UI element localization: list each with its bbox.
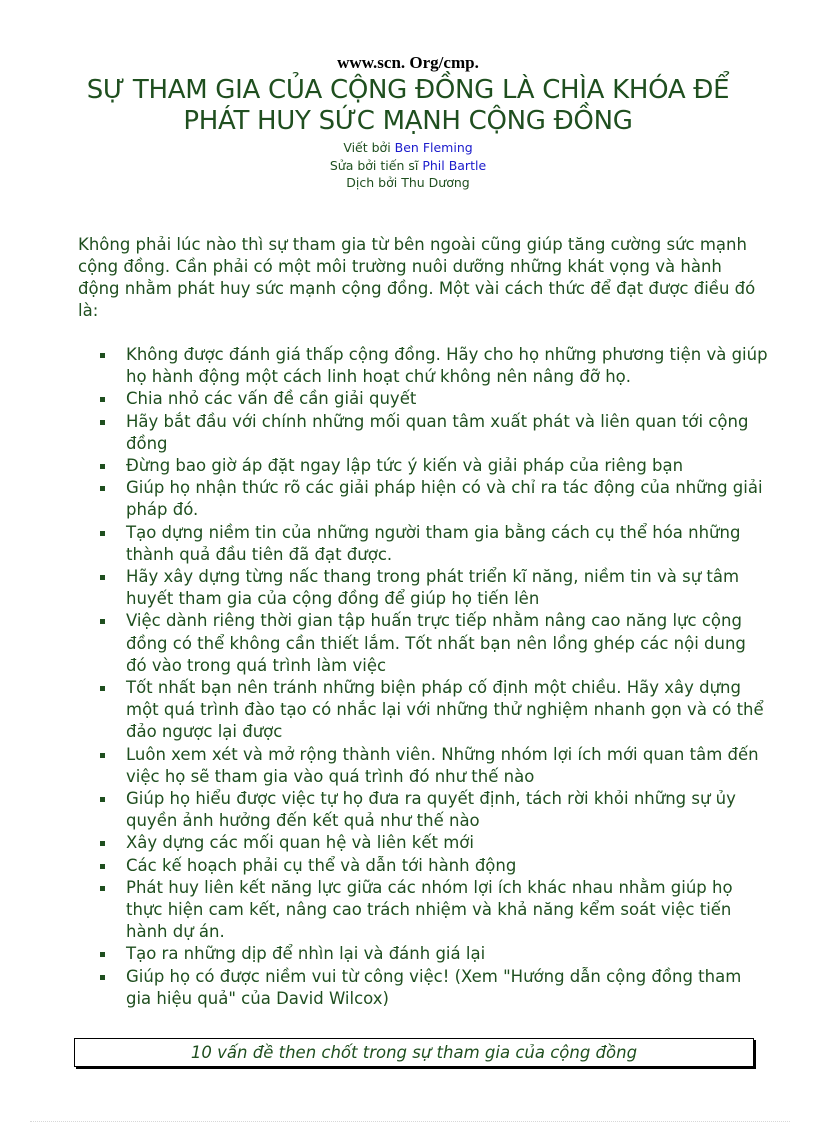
list-item-text: Tạo ra những dịp để nhìn lại và đánh giá lại xyxy=(126,944,486,964)
list-item-text: Các kế hoạch phải cụ thể và dẫn tới hành động xyxy=(126,855,517,875)
list-item-text: Giúp họ hiểu được việc tự họ đưa ra quyết định, tách rời khỏi những sự ủy quyền ảnh hưởng đến kết quả như thế nào xyxy=(126,789,736,831)
bullet-icon xyxy=(100,841,105,846)
bullet-icon xyxy=(100,753,105,758)
bullet-icon xyxy=(100,864,105,869)
list-item xyxy=(98,877,770,944)
title-line-2: PHÁT HUY SỨC MẠNH CỘNG ĐỒNG xyxy=(183,106,633,136)
bullet-icon xyxy=(100,353,105,358)
list-item-text: Tốt nhất bạn nên tránh những biện pháp cố định một chiều. Hãy xây dựng một quá trình đào tạo có nhắc lại với những thử nghiệm nhanh gọn và có thể đảo ngược lại được xyxy=(126,678,764,742)
list-item-text: Giúp họ có được niềm vui từ công việc! (Xem "Hướng dẫn cộng đồng tham gia hiệu quả" của David Wilcox) xyxy=(126,966,742,1008)
list-item-text: Đừng bao giờ áp đặt ngay lập tức ý kiến và giải pháp của riêng bạn xyxy=(126,456,684,476)
list-item-text: Không được đánh giá thấp cộng đồng. Hãy cho họ những phương tiện và giúp họ hành động một cách linh hoạt chứ không nên nâng đỡ họ. xyxy=(126,345,768,387)
list-item-text: Xây dựng các mối quan hệ và liên kết mới xyxy=(126,833,474,853)
list-item xyxy=(98,855,770,877)
list-item xyxy=(98,744,770,788)
list-item xyxy=(98,411,770,455)
author-line xyxy=(0,139,816,157)
bullet-icon xyxy=(100,952,105,957)
editor-link[interactable]: Phil Bartle xyxy=(422,157,487,173)
list-item xyxy=(98,788,770,832)
list-item xyxy=(98,566,770,610)
title-line-1: SỰ THAM GIA CỦA CỘNG ĐỒNG LÀ CHÌA KHÓA ĐỂ xyxy=(86,75,730,105)
bullet-icon xyxy=(100,486,105,491)
bullet-icon xyxy=(100,886,105,891)
author-prefix: Viết bởi xyxy=(343,140,395,155)
list-item-text: Việc dành riêng thời gian tập huấn trực tiếp nhằm nâng cao năng lực cộng đồng có thể không cần thiết lắm. Tốt nhất bạn nên lồng ghép các nội dung đó vào trong quá trình làm việc xyxy=(126,611,746,675)
bullet-list xyxy=(98,344,770,1010)
bullet-icon xyxy=(100,619,105,624)
bullet-icon xyxy=(100,575,105,580)
list-item-text: Phát huy liên kết năng lực giữa các nhóm lợi ích khác nhau nhằm giúp họ thực hiện cam kết, nâng cao trách nhiệm và khả năng kểm soát việc tiến hành dự án. xyxy=(126,877,733,942)
author-link[interactable]: Ben Fleming xyxy=(394,140,473,155)
editor-prefix: Sửa bởi tiến sĩ xyxy=(329,157,423,173)
bullet-icon xyxy=(100,464,105,469)
bullet-icon xyxy=(100,797,105,802)
list-item xyxy=(98,832,770,854)
bullet-icon xyxy=(100,975,105,980)
bullet-icon xyxy=(100,397,105,402)
bullet-icon xyxy=(100,531,105,536)
list-item-text: Tạo dựng niềm tin của những người tham gia bằng cách cụ thể hóa những thành quả đầu tiên đã đạt được. xyxy=(126,522,741,564)
list-item xyxy=(98,610,770,677)
credits xyxy=(0,139,816,192)
footer-divider xyxy=(30,1121,790,1122)
bullet-icon xyxy=(100,686,105,691)
list-item xyxy=(98,522,770,566)
bullet-icon xyxy=(100,420,105,425)
intro-paragraph: Không phải lúc nào thì sự tham gia từ bên ngoài cũng giúp tăng cường sức mạnh cộng đồng. Cần phải có một môi trường nuôi dưỡng những khát vọng và hành động nhằm phát huy sức mạnh cộng đồng. Một vài cách thức để đạt được điều đó là: xyxy=(78,235,756,320)
list-item-text: Chia nhỏ các vấn đề cần giải quyết xyxy=(126,389,417,409)
list-item-text: Hãy bắt đầu với chính những mối quan tâm xuất phát và liên quan tới cộng đồng xyxy=(126,411,749,453)
list-item xyxy=(98,943,770,965)
list-item xyxy=(98,455,770,477)
list-item-text: Giúp họ nhận thức rõ các giải pháp hiện có và chỉ ra tác động của những giải pháp đó. xyxy=(126,478,763,520)
caption-box: 10 vấn đề then chốt trong sự tham gia của cộng đồng xyxy=(74,1038,754,1067)
list-item xyxy=(98,677,770,744)
list-item-text: Hãy xây dựng từng nấc thang trong phát triển kĩ năng, niềm tin và sự tâm huyết tham gia của cộng đồng để giúp họ tiến lên xyxy=(126,567,740,609)
list-item xyxy=(98,344,770,388)
list-item xyxy=(98,966,770,1010)
translator-line: Dịch bởi Thu Dương xyxy=(346,175,470,190)
page-title xyxy=(40,75,776,137)
site-url: www.scn. Org/cmp. xyxy=(337,53,479,72)
editor-line xyxy=(0,157,816,175)
list-item xyxy=(98,477,770,521)
list-item-text: Luôn xem xét và mở rộng thành viên. Những nhóm lợi ích mới quan tâm đến việc họ sẽ tham gia vào quá trình đó như thế nào xyxy=(126,744,759,786)
list-item xyxy=(98,388,770,410)
